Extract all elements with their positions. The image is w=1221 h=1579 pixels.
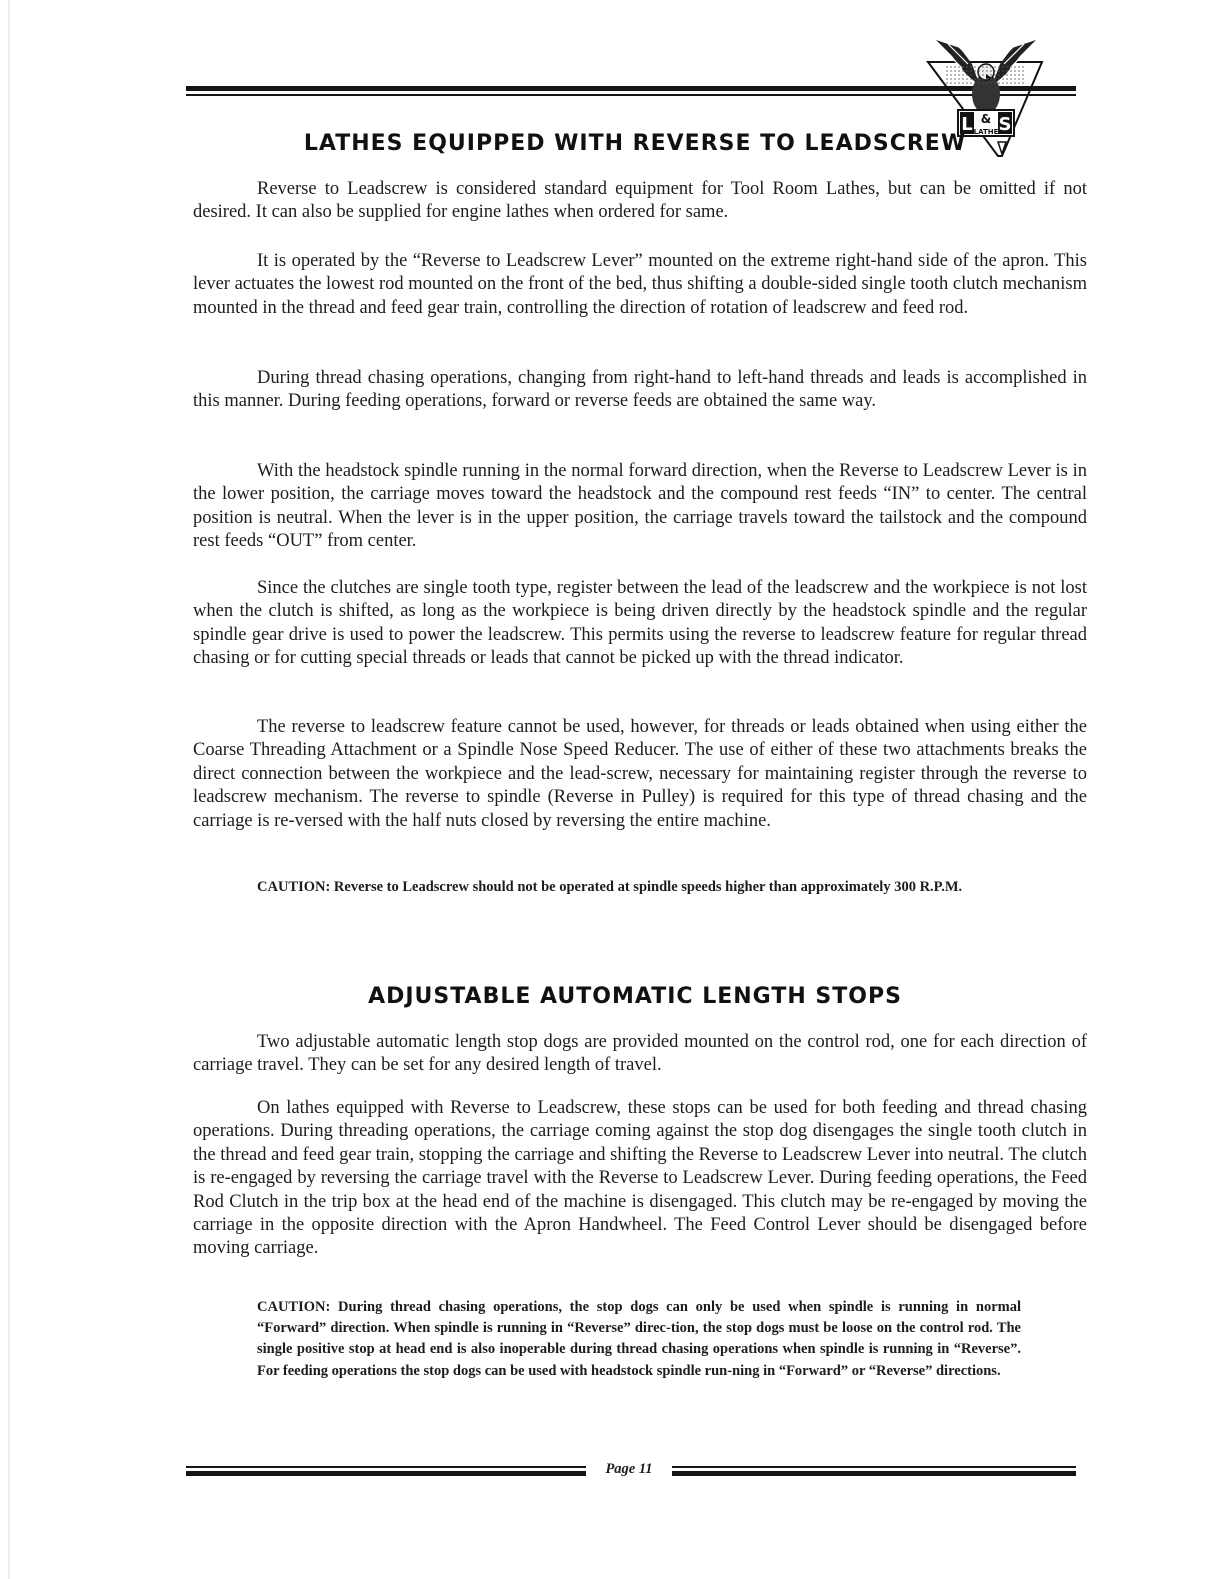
caution-note: CAUTION: During thread chasing operations, the stop dogs can only be used when spindle is running in normal “Forward” direction. When spindle is running in “Reverse” direc-tion, the stop dogs must be loose on the control rod. The single positive stop at head end is also inoperable during thread chasing operations when spindle is running in “Reverse”. For feeding operations the stop dogs can be used with headstock spindle run-ning in “Forward” or “Reverse” directions. bbox=[257, 1299, 1021, 1379]
paragraph: Two adjustable automatic length stop dogs are provided mounted on the control rod, one for each direction of carriage travel. They can be set for any desired length of travel. bbox=[193, 1032, 1087, 1076]
paragraph: With the headstock spindle running in the normal forward direction, when the Reverse to Leadscrew Lever is in the lower position, the carriage moves toward the headstock and the compound rest feeds “IN” to center. The central position is neutral. When the lever is in the upper position, the carriage travels toward the tailstock and the compound rest feeds “OUT” from center. bbox=[193, 461, 1087, 552]
logo-letter-l: L bbox=[961, 114, 973, 135]
logo-ampersand: & bbox=[980, 112, 992, 126]
page-number: Page 11 bbox=[605, 1461, 653, 1477]
logo-caption: LATHE bbox=[973, 128, 999, 136]
paragraph: Reverse to Leadscrew is considered standard equipment for Tool Room Lathes, but can be omitted if not desired. It can also be supplied for engine lathes when ordered for same. bbox=[193, 179, 1087, 223]
caution-note: CAUTION: Reverse to Leadscrew should not be operated at spindle speeds higher than approximately 300 R.P.M. bbox=[257, 879, 963, 895]
page-edge bbox=[8, 0, 10, 1579]
paragraph: On lathes equipped with Reverse to Leadscrew, these stops can be used for both feeding and thread chasing operations. During threading operations, the carriage coming against the stop dog disengages the single tooth clutch in the thread and feed gear train, stopping the carriage and shifting the Reverse to Leadscrew Lever into neutral. The clutch is re-engaged by reversing the carriage travel with the Reverse to Leadscrew Lever. During feeding operations, the Feed Rod Clutch in the trip box at the head end of the machine is disengaged. This clutch may be re-engaged by moving the carriage in the opposite direction with the Apron Handwheel. The Feed Control Lever should be disengaged before moving carriage. bbox=[193, 1098, 1087, 1259]
section-heading-reverse-to-leadscrew: LATHES EQUIPPED WITH REVERSE TO LEADSCREW bbox=[303, 131, 967, 156]
section-heading-length-stops: ADJUSTABLE AUTOMATIC LENGTH STOPS bbox=[368, 984, 902, 1009]
paragraph: It is operated by the “Reverse to Leadscrew Lever” mounted on the extreme right-hand side of the apron. This lever actuates the lowest rod mounted on the front of the bed, thus shifting a double-sided single tooth clutch mechanism mounted in the thread and feed gear train, controlling the direction of rotation of leadscrew and feed rod. bbox=[193, 251, 1087, 318]
footer-rule-left bbox=[186, 1464, 586, 1478]
footer-rule-right bbox=[672, 1464, 1076, 1478]
paragraph: Since the clutches are single tooth type, register between the lead of the leadscrew and the workpiece is not lost when the clutch is shifted, as long as the workpiece is being driven directly by the headstock spindle and the regular spindle gear drive is used to power the leadscrew. This permits using the reverse to leadscrew feature for regular thread chasing or for cutting special threads or leads that cannot be picked up with the thread indicator. bbox=[193, 578, 1087, 669]
paragraph: The reverse to leadscrew feature cannot be used, however, for threads or leads obtained when using either the Coarse Threading Attachment or a Spindle Nose Speed Reducer. The use of either of these two attachments breaks the direct connection between the workpiece and the lead-screw, necessary for maintaining register through the reverse to leadscrew mechanism. The reverse to spindle (Reverse in Pulley) is required for this type of thread chasing and the carriage is re-versed with the half nuts closed by reversing the entire machine. bbox=[193, 717, 1087, 831]
logo-letter-s: S bbox=[998, 114, 1012, 135]
paragraph: During thread chasing operations, changing from right-hand to left-hand threads and leads is accomplished in this manner. During feeding operations, forward or reverse feeds are obtained the same way. bbox=[193, 368, 1087, 412]
